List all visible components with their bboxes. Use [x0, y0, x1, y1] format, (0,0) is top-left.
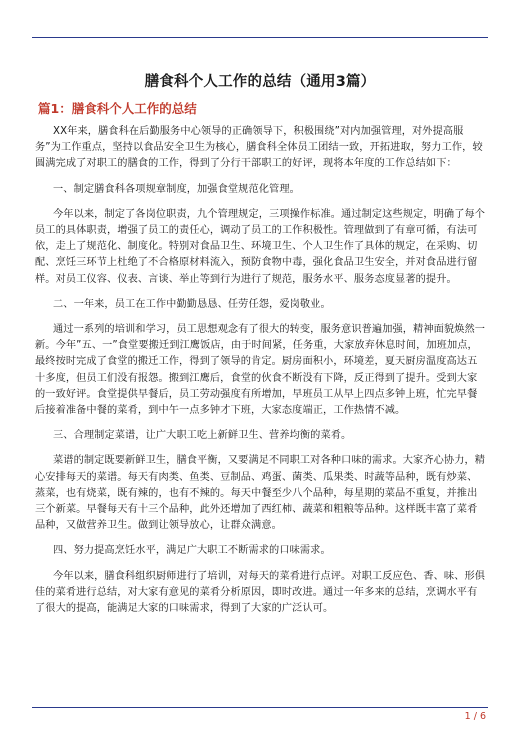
paragraph-text: 菜谱的制定既要新鲜卫生，膳食平衡，又要满足不同职工对各种口味的需求。大家齐心协力，精心安排每天的菜谱。每天有肉类、鱼类、豆制品、鸡蛋、菌类、瓜果类、时蔬等品种，既有炒菜、蒸菜，也有烧菜，既有辣的，也有不辣的。每天中餐至少八个品种，每星期的菜品不重复，并推出三个新菜。早餐每天有十三个品种，此外还增加了西红柿、蔬菜和粗粮等品种。这样既丰富了菜肴品种，又做营养卫生。做到让领导放心，让群众满意。 [35, 455, 486, 532]
paragraph-body-4 [35, 569, 487, 618]
paragraph-body-3 [35, 453, 487, 534]
paragraph-text: 一、制定膳食科各项规章制度，加强食堂规范化管理。 [53, 183, 300, 195]
paragraph-intro [35, 124, 487, 173]
paragraph-text: 二、一年来，员工在工作中勤勤恳恳、任劳任怨，爱岗敬业。 [53, 298, 331, 310]
page-indicator: 1 / 6 [464, 711, 486, 722]
paragraph-text: 通过一系列的培训和学习，员工思想观念有了很大的转变，服务意识普遍加强，精神面貌焕然一新。今年”五、一”食堂要搬迁到江鹰饭店，由于时间紧，任务重，大家放弃休息时间，加班加点，最终按时完成了食堂的搬迁工作，得到了领导的肯定。厨房面积小，环境差，夏天厨房温度高达五十多度，但员工们没有报怨。搬到江鹰后，食堂的伙食不断没有下降，反正得到了提升。受到大家的一致好评。食堂提供早餐后，员工劳动强度有所增加，早班员工从早上四点多钟上班，忙完早餐后接着准备中餐的菜肴，到中午一点多钟才下班，大家态度端正，工作热情不减。 [35, 324, 486, 417]
paragraph-subheading-4 [35, 543, 487, 559]
paragraph-subheading-1 [35, 182, 487, 198]
document-body [35, 124, 487, 626]
paragraph-subheading-3 [35, 428, 487, 444]
paragraph-text: 今年以来，制定了各岗位职责，九个管理规定，三项操作标准。通过制定这些规定，明确了每个员工的具体职责，增强了员工的责任心，调动了员工的工作积极性。管理做到了有章可循，有法可依，走上了规范化、制度化。特别对食品卫生、环境卫生、个人卫生作了具体的规定，在采购、切配、烹饪三环节上杜绝了不合格原材料流入，预防食物中毒，强化食品卫生安全，并对食品进行留样。对员工仪容、仪表、言谈、举止等到行为进行了规范，服务水平、服务态度显著的提升。 [35, 208, 486, 285]
paragraph-text: 三、合理制定菜谱，让广大职工吃上新鲜卫生、营养均衡的菜肴。 [53, 430, 352, 442]
document-title: 膳食科个人工作的总结（通用3篇） [144, 74, 376, 90]
paragraph-body-1 [35, 207, 487, 288]
paragraph-subheading-2 [35, 297, 487, 313]
bottom-rule [32, 707, 488, 708]
paragraph-text: XX年来，膳食科在后勤服务中心领导的正确领导下，积极围绕”对内加强管理，对外提高服务”为工作重点，坚持以食品安全卫生为核心，膳食科全体员工团结一致，开拓进取，努力工作，较圆满完成了对职工的膳食的工作，得到了分行干部职工的好评，现将本年度的工作总结如下： [35, 126, 483, 170]
paragraph-text: 今年以来，膳食科组织厨师进行了培训，对每天的菜肴进行点评。对职工反应色、香、味、形俱佳的菜肴进行总结，对大家有意见的菜肴分析原因，即时改进。通过一年多来的总结，烹调水平有了很大的提高，能满足大家的口味需求，得到了大家的广泛认可。 [35, 570, 486, 615]
paragraph-text: 四、努力提高烹饪水平，满足广大职工不断需求的口味需求。 [53, 545, 331, 557]
paragraph-body-2 [35, 322, 487, 419]
top-rule [32, 37, 488, 38]
section-heading: 篇1：膳食科个人工作的总结 [38, 101, 197, 116]
